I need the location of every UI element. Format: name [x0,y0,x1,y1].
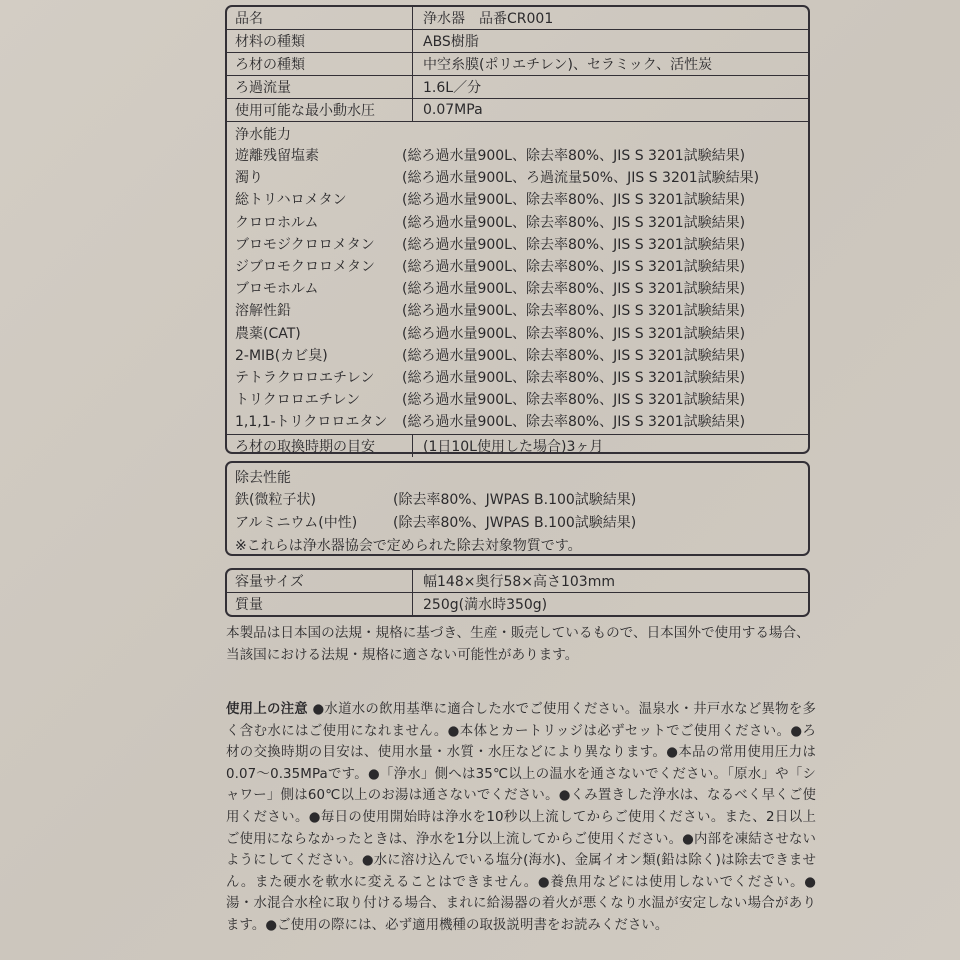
capacity-heading: 浄水能力 [235,127,291,143]
capacity-item: 農薬(CAT) (総ろ過水量900L、除去率80%、JIS S 3201試験結果) [235,325,746,342]
usage-cautions [226,699,816,937]
removal-item: アルミニウム(中性) (除去率80%、JWPAS B.100試験結果) [235,514,637,531]
capacity-item: トリクロロエチレン (総ろ過水量900L、除去率80%、JIS S 3201試験結果) [235,392,746,409]
size-row-dimensions: 容量サイズ 幅148×奥行58×高さ103mm [227,570,808,593]
caution-title: 使用上の注意 [226,702,308,717]
capacity-section [227,122,808,435]
size-table [225,568,810,617]
spec-row-min-pressure: 使用可能な最小動水圧 0.07MPa [227,99,808,122]
spec-row-material: 材料の種類 ABS樹脂 [227,30,808,53]
capacity-item: 溶解性鉛 (総ろ過水量900L、除去率80%、JIS S 3201試験結果) [235,303,746,320]
capacity-item: テトラクロロエチレン (総ろ過水量900L、除去率80%、JIS S 3201試験結果) [235,369,746,386]
capacity-item: 1,1,1-トリクロロエタン (総ろ過水量900L、除去率80%、JIS S 3201試験結果) [235,414,746,431]
size-row-weight: 質量 250g(満水時350g) [227,593,808,615]
capacity-item: 2-MIB(カビ臭) (総ろ過水量900L、除去率80%、JIS S 3201試験結果) [235,347,746,364]
overseas-notice: 本製品は日本国の法規・規格に基づき、生産・販売しているもので、日本国外で使用する場合、当該国における法規・規格に適さない可能性があります。 [226,625,810,663]
capacity-item: 濁り (総ろ過水量900L、ろ過流量50%、JIS S 3201試験結果) [235,170,760,187]
capacity-item: ブロモジクロロメタン (総ろ過水量900L、除去率80%、JIS S 3201試験結果) [235,236,746,253]
capacity-item: 総トリハロメタン (総ろ過水量900L、除去率80%、JIS S 3201試験結果) [235,192,746,209]
removal-item: 鉄(微粒子状) (除去率80%、JWPAS B.100試験結果) [235,491,637,508]
spec-row-flow-rate: ろ過流量 1.6L／分 [227,76,808,99]
removal-note: ※これらは浄水器協会で定められた除去対象物質です。 [235,537,582,554]
spec-row-name: 品名 浄水器 品番CR001 [227,7,808,30]
caution-text: ●水道水の飲用基準に適合した水でご使用ください。温泉水・井戸水など異物を多く含む水にはご使用になれません。●本体とカートリッジは必ずセットでご使用ください。●ろ材の交換時期の目安は、使用水量・水質・水圧などにより異なります。●本品の常用使用圧力は0.07～0.35MPaです。●「浄水」側へは35℃以上の温水を通さないでください。「原水」や「シャワー」側は60℃以上のお湯は通さないでください。●くみ置きした浄水は、なるべく早くご使用ください。●毎日の使用開始時は浄水を10秒以上流してからご使用ください。また、2日以上ご使用にならなかったときは、浄水を1分以上流してからご使用ください。●内部を凍結させないようにしてください。●水に溶け込んでいる塩分(海水)、金属イオン類(鉛は除く)は除去できません。また硬水を軟水に変えることはできません。●養魚用などには使用しないでください。●湯・水混合水栓に取り付ける場合、まれに給湯器の着火が悪くなり水温が安定しない場合があります。●ご使用の際には、必ず適用機種の取扱説明書をお読みください。 [226,702,816,933]
spec-table [225,5,810,454]
spec-row-filter-media: ろ材の種類 中空糸膜(ポリエチレン)、セラミック、活性炭 [227,53,808,76]
capacity-item: ジブロモクロロメタン (総ろ過水量900L、除去率80%、JIS S 3201試験結果) [235,259,746,276]
removal-table [225,461,810,556]
capacity-item: クロロホルム (総ろ過水量900L、除去率80%、JIS S 3201試験結果) [235,214,746,231]
capacity-item: ブロモホルム (総ろ過水量900L、除去率80%、JIS S 3201試験結果) [235,281,746,298]
capacity-item: 遊離残留塩素 (総ろ過水量900L、除去率80%、JIS S 3201試験結果) [235,148,746,165]
removal-heading: 除去性能 [235,470,291,486]
replacement-row: ろ材の取換時期の目安 (1日10L使用した場合)3ヶ月 [227,435,808,457]
